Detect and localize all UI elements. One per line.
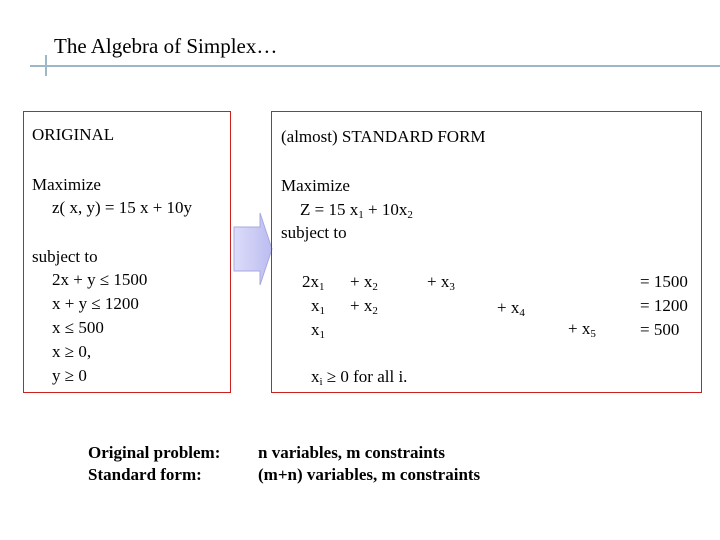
- original-constraint: 2x + y ≤ 1500: [52, 270, 148, 289]
- objective-sub: 1: [358, 209, 364, 221]
- original-constraint: y ≥ 0: [52, 366, 87, 385]
- summary-standard-label: Standard form:: [88, 465, 202, 484]
- row3-rhs: = 500: [640, 320, 680, 339]
- row2-term-x4: + $x_4$: [497, 298, 525, 319]
- nonnegativity-constraint: $x_i \ge 0$ for all i.: [311, 367, 408, 388]
- objective-sub: 2: [407, 209, 413, 221]
- title-tick: [45, 55, 47, 76]
- right-arrow-icon: [232, 211, 274, 287]
- standard-maximize-label: Maximize: [281, 176, 350, 195]
- original-heading: ORIGINAL: [32, 125, 115, 144]
- objective-mid: + 10x: [363, 200, 408, 219]
- row3-term-x1: $x_1$: [311, 320, 325, 341]
- row1-rhs: = 1500: [640, 272, 688, 291]
- original-constraint: x + y ≤ 1200: [52, 294, 139, 313]
- row2-term-x2: + $x_2$: [350, 296, 378, 317]
- original-constraint: x ≤ 500: [52, 318, 104, 337]
- slide-title: The Algebra of Simplex…: [54, 34, 278, 58]
- standard-box: [271, 111, 702, 393]
- original-objective: z( x, y) = 15 x + 10y: [52, 198, 193, 217]
- original-subject-to: subject to: [32, 247, 98, 266]
- row2-term-x1: $x_1$: [311, 296, 325, 317]
- standard-subject-to: subject to: [281, 223, 347, 242]
- original-maximize-label: Maximize: [32, 175, 101, 194]
- summary-original-value: n variables, m constraints: [258, 443, 445, 462]
- standard-objective: [300, 200, 413, 221]
- summary-original-label: Original problem:: [88, 443, 221, 462]
- standard-heading: (almost) STANDARD FORM: [281, 127, 486, 146]
- summary-standard-value: (m+n) variables, m constraints: [258, 465, 481, 484]
- objective-prefix: Z = 15 x: [300, 200, 359, 219]
- original-constraint: x ≥ 0,: [52, 342, 92, 361]
- row1-term-x2: + $x_2$: [350, 272, 378, 293]
- title-underline: [30, 65, 720, 67]
- row3-term-x5: + $x_5$: [568, 319, 596, 340]
- row2-rhs: = 1200: [640, 296, 688, 315]
- row1-term-x3: + $x_3$: [427, 272, 455, 293]
- row1-term-x1: $2x_1$: [302, 272, 325, 293]
